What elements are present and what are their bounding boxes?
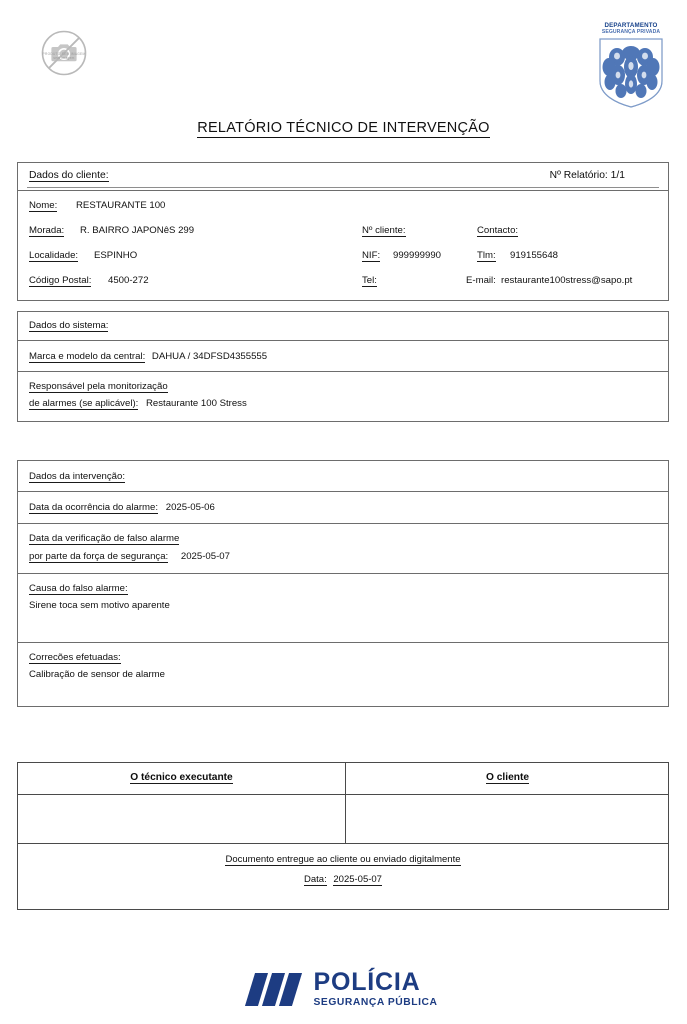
psp-logo-text [313, 967, 438, 1008]
data-verificacao-label-line1: Data da verificação de falso alarme [29, 533, 180, 544]
nif-label: NIF: [362, 250, 381, 261]
causa-label: Causa do falso alarme: [29, 583, 128, 594]
responsavel-label-line1: Responsável pela monitorização [29, 381, 168, 392]
correcoes-value: Calibração de sensor de alarme [29, 669, 165, 680]
causa-value: Sirene toca sem motivo aparente [29, 600, 170, 611]
client-fields-row [18, 191, 668, 300]
localidade-value: ESPINHO [94, 250, 138, 261]
psp-logo-sub: SEGURANÇA PÚBLICA [313, 996, 438, 1008]
intervention-header-row [18, 461, 668, 492]
intervention-data-table [17, 460, 669, 707]
responsavel-value: Restaurante 100 Stress [145, 398, 247, 409]
signature-table [17, 762, 669, 910]
system-row-marca-modelo [18, 341, 668, 372]
email-value: restaurante100stress@sapo.pt [501, 275, 633, 286]
system-data-table [17, 311, 669, 422]
departamento-seguranca-privada-logo [592, 22, 670, 114]
intervention-section-title: Dados da intervenção: [29, 471, 125, 482]
data-ocorrencia-label: Data da ocorrência do alarme: 2025-05-06 [29, 502, 215, 513]
system-header-row [18, 312, 668, 341]
intervention-row-causa [18, 574, 668, 643]
codigo-postal-label: Código Postal: [29, 275, 92, 286]
cliente-header: O cliente [485, 772, 530, 783]
marca-modelo-label: Marca e modelo da central: DAHUA / 34DFSD4355555 [29, 351, 268, 362]
correcoes-label: Correcões efetuadas: [29, 652, 121, 663]
data-verificacao-value: 2025-05-07 [180, 551, 230, 562]
client-row-codigo-postal [18, 269, 668, 294]
localidade-label: Localidade: [29, 250, 79, 261]
report-number: Nº Relatório: 1/1 [549, 170, 625, 181]
client-row-nome [18, 194, 668, 219]
nif-value: 999999990 [393, 250, 442, 261]
tel-label: Tel: [362, 275, 377, 286]
intervention-row-data-verificacao [18, 524, 668, 574]
responsavel-label-line2: de alarmes (se aplicável): Restaurante 100 Stress [29, 398, 247, 409]
page-title [0, 120, 687, 136]
client-row-localidade [18, 244, 668, 269]
client-header-rule [27, 187, 659, 188]
client-header-row [18, 163, 668, 191]
dsp-logo-subtitle: SEGURANÇA PRIVADA [601, 29, 661, 36]
signature-column-divider-2 [345, 795, 346, 843]
heraldic-shield-crest-icon [592, 37, 670, 114]
tlm-value: 919155648 [510, 250, 559, 261]
signature-footer-row [18, 854, 668, 909]
psp-logo [0, 963, 687, 1015]
data-ocorrencia-value: 2025-05-06 [165, 502, 215, 513]
no-image-placeholder-icon [30, 28, 98, 84]
intervention-row-correcoes [18, 643, 668, 706]
contacto-label: Contacto: [477, 225, 519, 236]
dsp-logo-title: DEPARTAMENTO [604, 22, 658, 29]
page-header [0, 0, 687, 110]
morada-label: Morada: [29, 225, 65, 236]
delivery-date: Data: 2025-05-07 [304, 874, 382, 885]
num-cliente-label: Nº cliente: [362, 225, 406, 236]
nome-value: RESTAURANTE 100 [76, 200, 166, 211]
nome-label: Nome: [29, 200, 58, 211]
client-section-title: Dados do cliente: [29, 170, 109, 181]
marca-modelo-value: DAHUA / 34DFSD4355555 [151, 351, 268, 362]
psp-logo-main: POLÍCIA [313, 967, 421, 996]
signature-header-row [18, 763, 668, 795]
email-label: E-mail: [466, 275, 496, 286]
three-slanted-bars-icon [250, 973, 301, 1006]
intervention-row-data-ocorrencia [18, 492, 668, 524]
no-image-caption: PRODUTO SEM IMAGEM sem imagem [42, 52, 86, 61]
tecnico-header: O técnico executante [130, 772, 233, 783]
codigo-postal-value: 4500-272 [108, 275, 149, 286]
data-verificacao-label-line2: por parte da força de segurança: 2025-05-07 [29, 551, 230, 562]
system-row-responsavel [18, 372, 668, 421]
client-data-table [17, 162, 669, 301]
signature-fields-row [18, 795, 668, 844]
delivery-note: Documento entregue ao cliente ou enviado digitalmente [225, 854, 461, 865]
morada-value: R. BAIRRO JAPONêS 299 [80, 225, 195, 236]
client-row-morada [18, 219, 668, 244]
tlm-label: Tlm: [477, 250, 496, 261]
system-section-title: Dados do sistema: [29, 320, 109, 331]
page-title-text: RELATÓRIO TÉCNICO DE INTERVENÇÃO [197, 120, 490, 136]
